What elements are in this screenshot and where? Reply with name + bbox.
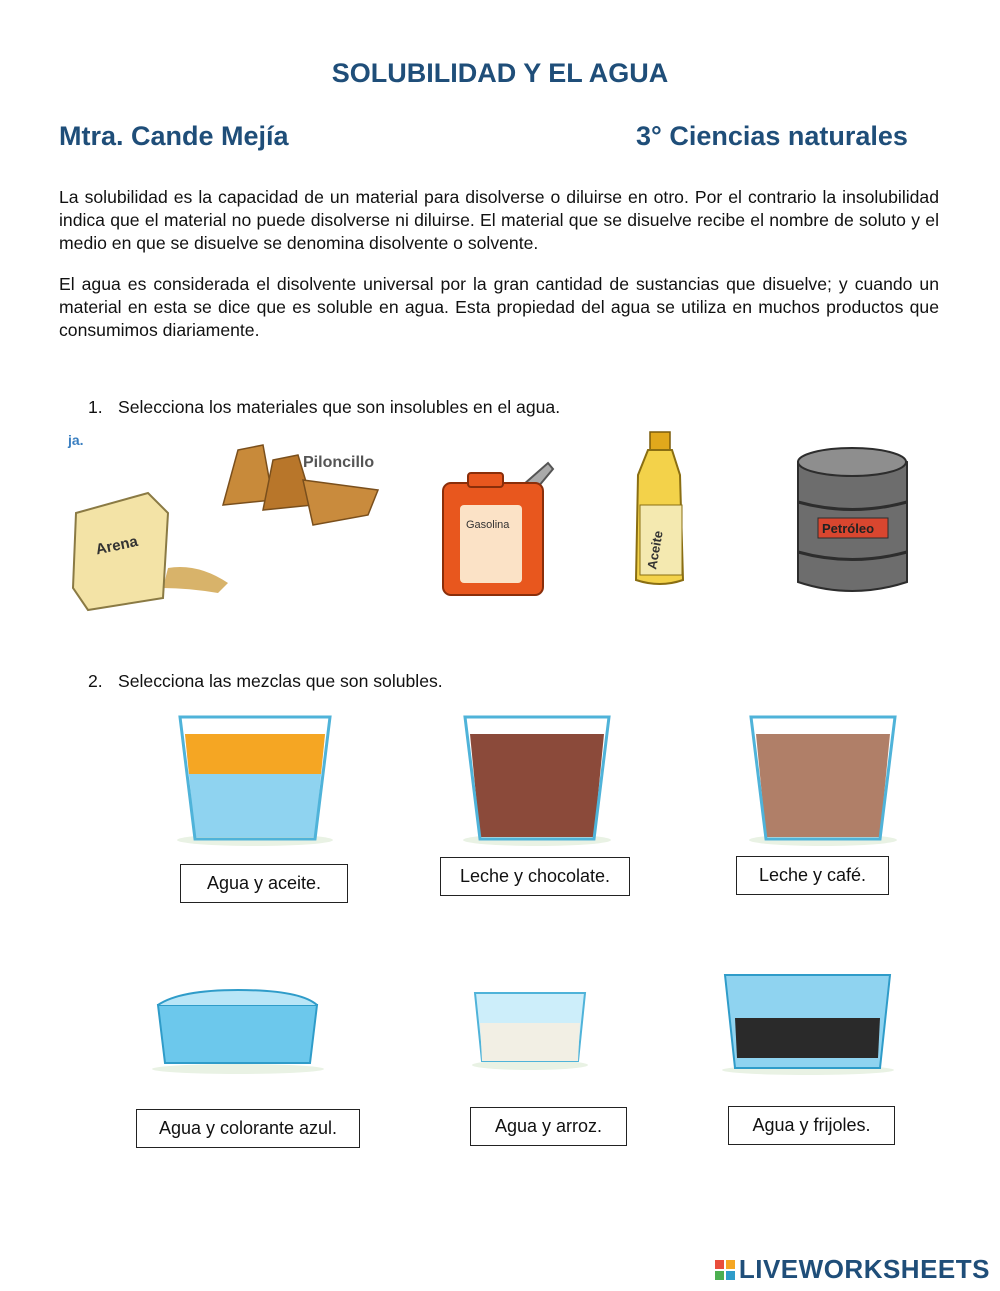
container-shadow	[152, 1064, 324, 1074]
glass-milk-coffee-image[interactable]	[748, 712, 898, 847]
mixture-option-water-oil[interactable]: Agua y aceite.	[180, 864, 348, 903]
container-rim	[158, 990, 317, 1005]
piloncillo-cone-3	[303, 480, 378, 525]
arena-label: Arena	[94, 532, 140, 559]
mixture-option-milk-chocolate[interactable]: Leche y chocolate.	[440, 857, 630, 896]
coffee-liquid	[756, 734, 890, 837]
sand-pile	[163, 567, 228, 593]
question-1-number: 1.	[88, 397, 103, 417]
piloncillo-image[interactable]	[218, 440, 398, 530]
logo-icon	[715, 1260, 735, 1280]
aceite-label: Aceite	[644, 529, 666, 571]
page-title: SOLUBILIDAD Y EL AGUA	[331, 58, 669, 88]
container-water-rice-image[interactable]	[470, 985, 590, 1070]
fragment-text: ja.	[68, 432, 84, 448]
aceite-bottle-image[interactable]	[628, 430, 693, 590]
chocolate-liquid	[470, 734, 604, 837]
question-2	[88, 671, 443, 692]
gasolina-can-image[interactable]	[438, 455, 558, 600]
mixture-option-water-beans[interactable]: Agua y frijoles.	[728, 1106, 895, 1145]
container-water-beans-image[interactable]	[720, 970, 895, 1075]
oil-layer	[185, 734, 325, 774]
mixture-option-water-dye[interactable]: Agua y colorante azul.	[136, 1109, 360, 1148]
rice-layer	[480, 1023, 580, 1061]
mixture-option-milk-coffee[interactable]: Leche y café.	[736, 856, 889, 895]
container-water-dye-image[interactable]	[150, 985, 325, 1075]
arena-sack-image[interactable]	[68, 488, 238, 613]
logo-text: LIVEWORKSHEETS	[738, 1254, 990, 1284]
teacher-name: Mtra. Cande Mejía	[59, 121, 289, 151]
question-2-text: Selecciona las mezclas que son solubles.	[118, 671, 443, 691]
glass-milk-chocolate-image[interactable]	[462, 712, 612, 847]
gasolina-label: Gasolina	[466, 519, 510, 531]
glass-water-oil-image[interactable]	[175, 712, 335, 847]
blue-water	[158, 1005, 317, 1063]
mixture-option-water-rice[interactable]: Agua y arroz.	[470, 1107, 627, 1146]
aceite-cap	[650, 432, 670, 450]
gasolina-handle	[468, 473, 503, 487]
subject-name: 3° Ciencias naturales	[636, 121, 908, 151]
petroleo-barrel-image[interactable]	[790, 442, 915, 597]
question-1	[88, 397, 560, 418]
paragraph-solubility: La solubilidad es la capacidad de un material para disolverse o diluirse en otro. Por el contrario la insolubilidad indica que el material no puede disolverse ni diluirse. El material que se disuelve recibe el nombre de soluto y el medio en que se disuelve se denomina disolvente o solvente.	[59, 187, 939, 253]
petroleo-label: Petróleo	[822, 521, 875, 536]
barrel-top	[798, 448, 906, 476]
question-1-text: Selecciona los materiales que son insolubles en el agua.	[118, 397, 561, 417]
paragraph-water: El agua es considerada el disolvente universal por la gran cantidad de sustancias que disuelve; y cuando un material en esta se dice que es soluble en agua. Esta propiedad del agua se utiliza en muchos productos que consumimos diariamente.	[59, 274, 939, 340]
piloncillo-label: Piloncillo	[303, 454, 375, 471]
gasolina-label-panel	[460, 505, 522, 583]
liveworksheets-logo	[715, 1254, 990, 1285]
beans-layer	[735, 1018, 880, 1058]
question-2-number: 2.	[88, 671, 103, 691]
